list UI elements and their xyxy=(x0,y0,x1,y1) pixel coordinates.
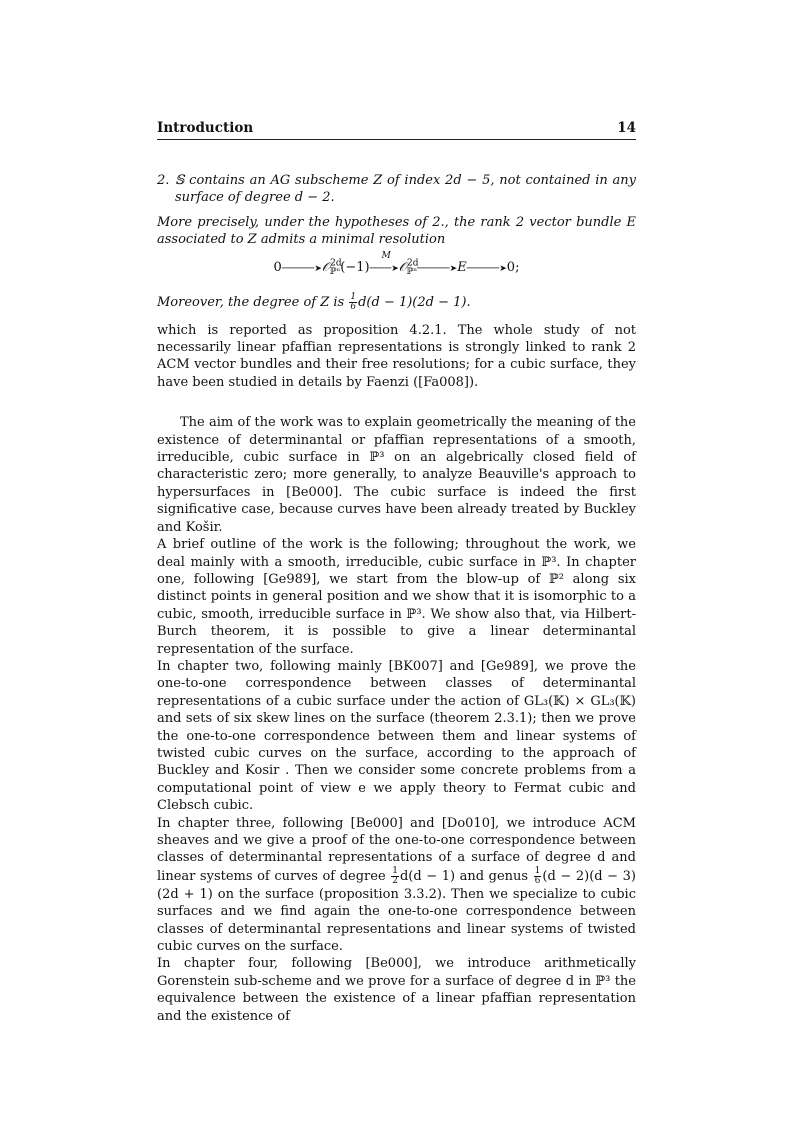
fraction-one-half xyxy=(391,867,399,886)
frac-denominator: 6 xyxy=(350,301,357,312)
frac-numerator: 1 xyxy=(534,865,541,876)
ch3-part-a: In chapter three, following [Be000] and [Do010], we introduce ACM sheaves and we give a proof of the one-to-one correspondence between classes of determinantal representations of a surface of degree d and linear systems of curves of degree xyxy=(157,815,636,884)
frac-denominator: 2 xyxy=(392,875,398,886)
resolution-formula xyxy=(273,250,520,278)
arrow-m: ────➤ xyxy=(369,263,399,274)
paragraph-aim: The aim of the work was to explain geometrically the meaning of the existence of determinantal or pfaffian representations of a smooth, irreducible, cubic surface in ℙ³ on an algebrically closed field of characteristic zero; more generally, to analyze Beauville's approach to hypersurfaces in [Be000]. The cubic surface is indeed the first significative case, because curves have been already treated by Buckley and Košir. xyxy=(157,415,636,535)
sheaf-2-sub: ℙⁿ xyxy=(406,267,418,278)
sheaf-1-sup: 2d xyxy=(330,258,342,269)
page-body xyxy=(157,172,636,1025)
ch3-part-b: d(d − 1) and genus xyxy=(399,868,533,884)
sheaf-1-twist: (−1) xyxy=(340,259,370,275)
paragraph-reported: which is reported as proposition 4.2.1. The whole study of not necessarily linear pfaffian representations is strongly linked to rank 2 ACM vector bundles and their free resolutions; for a cubic surface, they have been studied in details by Faenzi ([Fa008]). xyxy=(157,322,636,390)
arrow-2: ──────➤ xyxy=(417,263,458,274)
paragraph-chapter-two: In chapter two, following mainly [BK007] and [Ge989], we prove the one-to-one correspondence between classes of determinantal representations of a cubic surface under the action of GL₃(𝕂) × GL₃(𝕂) and sets of six skew lines on the surface (theorem 2.3.1); then we prove the one-to-one correspondence between them and linear systems of twisted cubic curves on the surface, according to the approach of Buckley and Kosir . Then we consider some concrete problems from a computational point of view e we apply theory to Fermat cubic and Clebsch cubic. xyxy=(157,658,636,814)
item-number: 2. xyxy=(157,173,170,188)
theorem-item-2 xyxy=(157,172,636,207)
paragraph-outline: A brief outline of the work is the following; throughout the work, we deal mainly with a smooth, irreducible, cubic surface in ℙ³. In chapter one, following [Ge989], we start from the blow-up of ℙ² along six distinct points in general position and we show that it is isomorphic to a cubic, smooth, irreducible surface in ℙ³. We show also that, via Hilbert-Burch theorem, it is possible to give a linear determinantal representation of the surface. xyxy=(157,537,636,657)
arrow-1: ──────➤ xyxy=(281,263,322,274)
paragraph-chapter-three xyxy=(157,815,636,956)
moreover-prefix: Moreover, the degree of Z is xyxy=(157,294,349,310)
frac-denominator: 6 xyxy=(534,875,541,886)
more-precisely-text: More precisely, under the hypotheses of 2., the rank 2 vector bundle E associated to Z admits a minimal resolution xyxy=(157,214,636,248)
header-title: Introduction xyxy=(157,120,254,136)
frac-numerator: 1 xyxy=(392,865,398,876)
fraction-one-sixth xyxy=(349,293,357,312)
arrow-3: ──────➤ xyxy=(466,263,507,274)
sheaf-1: 𝒪 xyxy=(321,259,331,275)
bundle-e: E xyxy=(457,259,467,275)
fraction-one-sixth-genus xyxy=(534,867,542,886)
running-header xyxy=(157,119,636,140)
sheaf-1-sub: ℙⁿ xyxy=(329,267,341,278)
paragraph-chapter-four: In chapter four, following [Be000], we introduce arithmetically Gorenstein sub-scheme and we prove for a surface of degree d in ℙ³ the equivalence between the existence of a linear pfaffian representation and the existence of xyxy=(157,956,636,1024)
map-label-m: M xyxy=(381,250,391,261)
sheaf-2-sup: 2d xyxy=(407,258,419,269)
moreover-text xyxy=(157,293,636,312)
moreover-suffix: d(d − 1)(2d − 1). xyxy=(358,294,471,310)
frac-numerator: 1 xyxy=(350,291,357,302)
resolution-display xyxy=(157,250,636,283)
item-text: 𝕊 contains an AG subscheme Z of index 2d − 5, not contained in any surface of degree d − 2. xyxy=(175,173,636,206)
zero-left: 0 xyxy=(273,259,282,275)
zero-right: 0; xyxy=(506,259,520,275)
page-number: 14 xyxy=(617,120,636,136)
ch3-part-c: (d − 2)(d − 3)(2d + 1) on the surface (proposition 3.3.2). Then we specialize to cubic surfaces and we find again the one-to-one correspondence between classes of determinantal representations and linear systems of twisted cubic curves on the surface. xyxy=(157,868,636,955)
sheaf-2: 𝒪 xyxy=(398,259,407,275)
